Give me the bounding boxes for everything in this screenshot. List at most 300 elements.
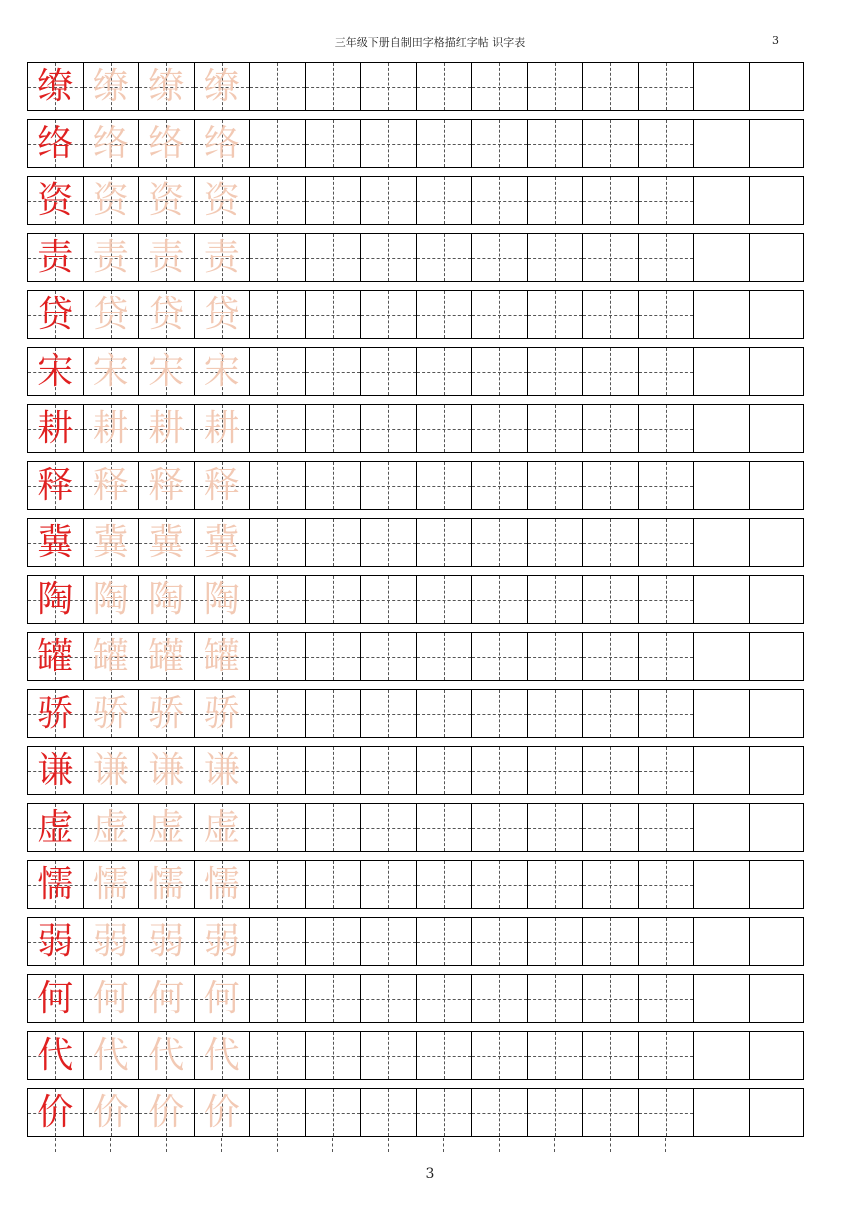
tian-cell bbox=[195, 975, 251, 1022]
practice-row bbox=[27, 176, 804, 225]
tian-cell bbox=[139, 918, 195, 965]
tian-cell bbox=[417, 291, 473, 338]
page-header bbox=[0, 34, 860, 50]
trace-character: 弱 bbox=[92, 920, 129, 962]
trace-character: 谦 bbox=[148, 749, 185, 791]
tian-cell bbox=[306, 804, 362, 851]
tian-cell bbox=[361, 918, 417, 965]
practice-row bbox=[27, 461, 804, 510]
footer-page-number: 3 bbox=[425, 1166, 435, 1182]
tian-cell bbox=[528, 975, 584, 1022]
tian-cell bbox=[361, 690, 417, 737]
blank-cell bbox=[694, 861, 750, 908]
blank-cell bbox=[694, 633, 750, 680]
guide-tick bbox=[277, 1138, 278, 1152]
trace-character: 资 bbox=[203, 179, 240, 221]
tian-cell bbox=[583, 576, 639, 623]
practice-row bbox=[27, 290, 804, 339]
tian-cell bbox=[472, 63, 528, 110]
tian-cell bbox=[250, 63, 306, 110]
trace-character: 资 bbox=[148, 179, 185, 221]
trace-character: 释 bbox=[92, 464, 129, 506]
trace-character: 络 bbox=[203, 122, 240, 164]
tian-cell bbox=[28, 747, 84, 794]
tian-cell bbox=[528, 804, 584, 851]
tian-cell bbox=[84, 690, 140, 737]
tian-cell bbox=[195, 1089, 251, 1136]
tian-cell bbox=[361, 519, 417, 566]
model-character: 弱 bbox=[37, 920, 74, 962]
trace-character: 释 bbox=[203, 464, 240, 506]
tian-cell bbox=[639, 576, 695, 623]
tian-cell bbox=[583, 291, 639, 338]
practice-row bbox=[27, 917, 804, 966]
tian-cell bbox=[139, 1032, 195, 1079]
tian-cell bbox=[306, 519, 362, 566]
blank-cell bbox=[750, 975, 806, 1022]
blank-cell bbox=[694, 804, 750, 851]
tian-cell bbox=[639, 234, 695, 281]
trace-character: 懦 bbox=[148, 863, 185, 905]
trace-character: 谦 bbox=[203, 749, 240, 791]
tian-cell bbox=[472, 405, 528, 452]
tian-cell bbox=[472, 1089, 528, 1136]
tian-cell bbox=[472, 177, 528, 224]
tian-cell bbox=[639, 633, 695, 680]
tian-cell bbox=[417, 576, 473, 623]
blank-cell bbox=[750, 120, 806, 167]
tian-cell bbox=[306, 633, 362, 680]
tian-cell bbox=[250, 519, 306, 566]
trace-character: 缭 bbox=[203, 65, 240, 107]
practice-row bbox=[27, 119, 804, 168]
trace-character: 骄 bbox=[203, 692, 240, 734]
tian-cell bbox=[28, 633, 84, 680]
tian-cell bbox=[361, 177, 417, 224]
tian-cell bbox=[28, 1032, 84, 1079]
tian-cell bbox=[28, 861, 84, 908]
tian-cell bbox=[84, 234, 140, 281]
trace-character: 耕 bbox=[148, 407, 185, 449]
tian-cell bbox=[84, 348, 140, 395]
model-character: 络 bbox=[37, 122, 74, 164]
tian-cell bbox=[528, 348, 584, 395]
tian-cell bbox=[195, 63, 251, 110]
tian-cell bbox=[417, 234, 473, 281]
tian-cell bbox=[139, 804, 195, 851]
tian-cell bbox=[28, 462, 84, 509]
trace-character: 弱 bbox=[148, 920, 185, 962]
tian-cell bbox=[28, 63, 84, 110]
guide-tick bbox=[221, 1138, 222, 1152]
practice-row bbox=[27, 632, 804, 681]
guide-tick bbox=[110, 1138, 111, 1152]
tian-cell bbox=[84, 291, 140, 338]
trace-character: 释 bbox=[148, 464, 185, 506]
trace-character: 何 bbox=[92, 977, 129, 1019]
tian-cell bbox=[84, 462, 140, 509]
trace-character: 冀 bbox=[148, 521, 185, 563]
tian-cell bbox=[417, 690, 473, 737]
practice-row bbox=[27, 404, 804, 453]
tian-cell bbox=[361, 1089, 417, 1136]
tian-cell bbox=[306, 63, 362, 110]
tian-cell bbox=[417, 348, 473, 395]
tian-cell bbox=[250, 291, 306, 338]
tian-cell bbox=[195, 861, 251, 908]
trace-character: 陶 bbox=[203, 578, 240, 620]
tian-cell bbox=[583, 975, 639, 1022]
trace-character: 罐 bbox=[203, 635, 240, 677]
tian-cell bbox=[361, 462, 417, 509]
tian-cell bbox=[528, 861, 584, 908]
blank-cell bbox=[694, 519, 750, 566]
tian-cell bbox=[528, 747, 584, 794]
practice-row bbox=[27, 689, 804, 738]
tian-cell bbox=[417, 918, 473, 965]
tian-cell bbox=[306, 1032, 362, 1079]
tian-cell bbox=[472, 1032, 528, 1079]
practice-row bbox=[27, 860, 804, 909]
tian-cell bbox=[139, 690, 195, 737]
tian-cell bbox=[195, 633, 251, 680]
tian-cell bbox=[417, 633, 473, 680]
tian-cell bbox=[250, 633, 306, 680]
guide-tick bbox=[610, 1138, 611, 1152]
tian-cell bbox=[139, 576, 195, 623]
tian-cell bbox=[528, 462, 584, 509]
tian-cell bbox=[417, 975, 473, 1022]
tian-cell bbox=[195, 291, 251, 338]
tian-cell bbox=[139, 1089, 195, 1136]
trace-character: 冀 bbox=[92, 521, 129, 563]
tian-cell bbox=[306, 576, 362, 623]
tian-cell bbox=[84, 576, 140, 623]
tian-cell bbox=[639, 861, 695, 908]
tian-cell bbox=[417, 747, 473, 794]
trace-character: 责 bbox=[203, 236, 240, 278]
blank-cell bbox=[750, 519, 806, 566]
tian-cell bbox=[639, 918, 695, 965]
blank-cell bbox=[694, 120, 750, 167]
tian-cell bbox=[583, 63, 639, 110]
tian-cell bbox=[528, 234, 584, 281]
blank-cell bbox=[694, 747, 750, 794]
tian-cell bbox=[528, 576, 584, 623]
trace-character: 价 bbox=[203, 1091, 240, 1133]
tian-cell bbox=[139, 291, 195, 338]
tian-cell bbox=[250, 177, 306, 224]
tian-cell bbox=[417, 63, 473, 110]
blank-cell bbox=[694, 576, 750, 623]
model-character: 懦 bbox=[37, 863, 74, 905]
trace-character: 虚 bbox=[203, 806, 240, 848]
tian-cell bbox=[361, 747, 417, 794]
tian-cell bbox=[528, 1089, 584, 1136]
trace-character: 冀 bbox=[203, 521, 240, 563]
tian-cell bbox=[306, 462, 362, 509]
tian-cell bbox=[472, 462, 528, 509]
model-character: 价 bbox=[37, 1091, 74, 1133]
tian-cell bbox=[195, 234, 251, 281]
tian-cell bbox=[583, 405, 639, 452]
tian-cell bbox=[528, 1032, 584, 1079]
tian-cell bbox=[28, 690, 84, 737]
model-character: 责 bbox=[37, 236, 74, 278]
tian-cell bbox=[417, 861, 473, 908]
blank-cell bbox=[750, 804, 806, 851]
blank-cell bbox=[750, 747, 806, 794]
tian-cell bbox=[583, 918, 639, 965]
tian-cell bbox=[583, 1032, 639, 1079]
blank-cell bbox=[750, 63, 806, 110]
trace-character: 价 bbox=[148, 1091, 185, 1133]
tian-cell bbox=[250, 120, 306, 167]
tian-cell bbox=[306, 975, 362, 1022]
tian-cell bbox=[583, 861, 639, 908]
trace-character: 骄 bbox=[92, 692, 129, 734]
blank-cell bbox=[750, 177, 806, 224]
trace-character: 贷 bbox=[148, 293, 185, 335]
trace-character: 耕 bbox=[203, 407, 240, 449]
blank-cell bbox=[750, 1089, 806, 1136]
tian-cell bbox=[84, 120, 140, 167]
tian-cell bbox=[306, 747, 362, 794]
guide-tick bbox=[665, 1138, 666, 1152]
tian-cell bbox=[306, 291, 362, 338]
trace-character: 价 bbox=[92, 1091, 129, 1133]
tian-cell bbox=[472, 576, 528, 623]
blank-cell bbox=[750, 405, 806, 452]
header-page-number: 3 bbox=[772, 34, 779, 47]
trace-character: 宋 bbox=[148, 350, 185, 392]
trace-character: 资 bbox=[92, 179, 129, 221]
blank-cell bbox=[694, 348, 750, 395]
model-character: 耕 bbox=[37, 407, 74, 449]
model-character: 罐 bbox=[37, 635, 74, 677]
tian-cell bbox=[139, 177, 195, 224]
trace-character: 络 bbox=[92, 122, 129, 164]
tian-cell bbox=[195, 918, 251, 965]
tian-cell bbox=[306, 348, 362, 395]
tian-cell bbox=[472, 975, 528, 1022]
tian-cell bbox=[417, 804, 473, 851]
blank-cell bbox=[694, 291, 750, 338]
guide-tick bbox=[388, 1138, 389, 1152]
tian-cell bbox=[361, 1032, 417, 1079]
tian-cell bbox=[84, 747, 140, 794]
tian-cell bbox=[250, 462, 306, 509]
tian-cell bbox=[361, 861, 417, 908]
tian-cell bbox=[417, 1032, 473, 1079]
trace-character: 何 bbox=[148, 977, 185, 1019]
tian-cell bbox=[28, 975, 84, 1022]
tian-cell bbox=[361, 405, 417, 452]
blank-cell bbox=[750, 576, 806, 623]
tian-cell bbox=[472, 633, 528, 680]
tian-cell bbox=[195, 576, 251, 623]
tian-cell bbox=[195, 690, 251, 737]
tian-cell bbox=[139, 63, 195, 110]
tian-cell bbox=[361, 975, 417, 1022]
tian-cell bbox=[84, 519, 140, 566]
tian-cell bbox=[361, 348, 417, 395]
practice-row bbox=[27, 974, 804, 1023]
tian-cell bbox=[361, 234, 417, 281]
tian-cell bbox=[472, 348, 528, 395]
trace-character: 骄 bbox=[148, 692, 185, 734]
guide-tick bbox=[443, 1138, 444, 1152]
tian-cell bbox=[28, 804, 84, 851]
tian-cell bbox=[84, 1089, 140, 1136]
blank-cell bbox=[750, 348, 806, 395]
tian-cell bbox=[306, 861, 362, 908]
model-character: 虚 bbox=[37, 806, 74, 848]
tian-cell bbox=[250, 690, 306, 737]
tian-cell bbox=[28, 234, 84, 281]
tian-cell bbox=[528, 291, 584, 338]
blank-cell bbox=[694, 234, 750, 281]
tian-cell bbox=[28, 177, 84, 224]
tian-cell bbox=[528, 519, 584, 566]
tian-cell bbox=[195, 1032, 251, 1079]
tian-cell bbox=[306, 234, 362, 281]
tian-cell bbox=[139, 633, 195, 680]
model-character: 谦 bbox=[37, 749, 74, 791]
blank-cell bbox=[694, 1032, 750, 1079]
trace-character: 代 bbox=[148, 1034, 185, 1076]
tian-cell bbox=[417, 120, 473, 167]
tian-cell bbox=[361, 63, 417, 110]
blank-cell bbox=[750, 291, 806, 338]
tian-cell bbox=[583, 633, 639, 680]
blank-cell bbox=[694, 405, 750, 452]
practice-row bbox=[27, 62, 804, 111]
tian-cell bbox=[528, 633, 584, 680]
tian-cell bbox=[139, 519, 195, 566]
tian-cell bbox=[583, 519, 639, 566]
tian-cell bbox=[639, 405, 695, 452]
tian-cell bbox=[639, 63, 695, 110]
tian-cell bbox=[472, 120, 528, 167]
tian-cell bbox=[583, 747, 639, 794]
practice-row bbox=[27, 803, 804, 852]
tian-cell bbox=[250, 405, 306, 452]
tian-cell bbox=[84, 861, 140, 908]
tian-cell bbox=[528, 120, 584, 167]
tian-cell bbox=[84, 1032, 140, 1079]
trace-character: 懦 bbox=[203, 863, 240, 905]
blank-cell bbox=[750, 633, 806, 680]
tian-cell bbox=[639, 177, 695, 224]
model-character: 缭 bbox=[37, 65, 74, 107]
tian-cell bbox=[28, 1089, 84, 1136]
tian-cell bbox=[195, 405, 251, 452]
tian-cell bbox=[250, 348, 306, 395]
tian-cell bbox=[361, 804, 417, 851]
tian-cell bbox=[28, 519, 84, 566]
tian-cell bbox=[139, 234, 195, 281]
tian-cell bbox=[639, 519, 695, 566]
tian-cell bbox=[639, 690, 695, 737]
tian-cell bbox=[583, 690, 639, 737]
tian-cell bbox=[28, 348, 84, 395]
tian-cell bbox=[639, 1089, 695, 1136]
tian-cell bbox=[639, 291, 695, 338]
practice-row bbox=[27, 746, 804, 795]
tian-cell bbox=[472, 291, 528, 338]
tian-cell bbox=[250, 861, 306, 908]
tian-cell bbox=[84, 63, 140, 110]
trace-character: 代 bbox=[92, 1034, 129, 1076]
tian-cell bbox=[583, 804, 639, 851]
trace-character: 宋 bbox=[92, 350, 129, 392]
tian-cell bbox=[250, 918, 306, 965]
bottom-guide-ticks bbox=[27, 1138, 804, 1152]
blank-cell bbox=[694, 918, 750, 965]
tian-cell bbox=[417, 519, 473, 566]
practice-row bbox=[27, 1088, 804, 1137]
tian-cell bbox=[195, 177, 251, 224]
tian-cell bbox=[139, 462, 195, 509]
tian-cell bbox=[528, 405, 584, 452]
tian-cell bbox=[195, 747, 251, 794]
tian-cell bbox=[583, 1089, 639, 1136]
practice-row bbox=[27, 1031, 804, 1080]
practice-row bbox=[27, 575, 804, 624]
blank-cell bbox=[694, 462, 750, 509]
trace-character: 陶 bbox=[92, 578, 129, 620]
model-character: 资 bbox=[37, 179, 74, 221]
header-title: 三年级下册自制田字格描红字帖 识字表 bbox=[334, 36, 526, 49]
practice-row bbox=[27, 518, 804, 567]
model-character: 何 bbox=[37, 977, 74, 1019]
model-character: 陶 bbox=[37, 578, 74, 620]
tian-cell bbox=[28, 405, 84, 452]
tian-cell bbox=[84, 177, 140, 224]
tian-cell bbox=[306, 177, 362, 224]
tian-cell bbox=[639, 975, 695, 1022]
tian-cell bbox=[639, 120, 695, 167]
trace-character: 宋 bbox=[203, 350, 240, 392]
trace-character: 缭 bbox=[92, 65, 129, 107]
trace-character: 罐 bbox=[92, 635, 129, 677]
tian-cell bbox=[28, 576, 84, 623]
trace-character: 虚 bbox=[148, 806, 185, 848]
tian-cell bbox=[472, 234, 528, 281]
guide-tick bbox=[332, 1138, 333, 1152]
guide-tick bbox=[499, 1138, 500, 1152]
blank-cell bbox=[750, 861, 806, 908]
tian-cell bbox=[28, 120, 84, 167]
practice-row bbox=[27, 233, 804, 282]
tian-cell bbox=[250, 975, 306, 1022]
trace-character: 罐 bbox=[148, 635, 185, 677]
tian-cell bbox=[84, 975, 140, 1022]
tian-cell bbox=[84, 405, 140, 452]
tian-cell bbox=[472, 747, 528, 794]
tian-cell bbox=[139, 120, 195, 167]
blank-cell bbox=[694, 177, 750, 224]
tian-cell bbox=[472, 690, 528, 737]
tian-cell bbox=[528, 690, 584, 737]
tian-cell bbox=[195, 804, 251, 851]
tian-cell bbox=[417, 462, 473, 509]
blank-cell bbox=[694, 690, 750, 737]
trace-character: 谦 bbox=[92, 749, 129, 791]
model-character: 释 bbox=[37, 464, 74, 506]
tian-cell bbox=[84, 804, 140, 851]
